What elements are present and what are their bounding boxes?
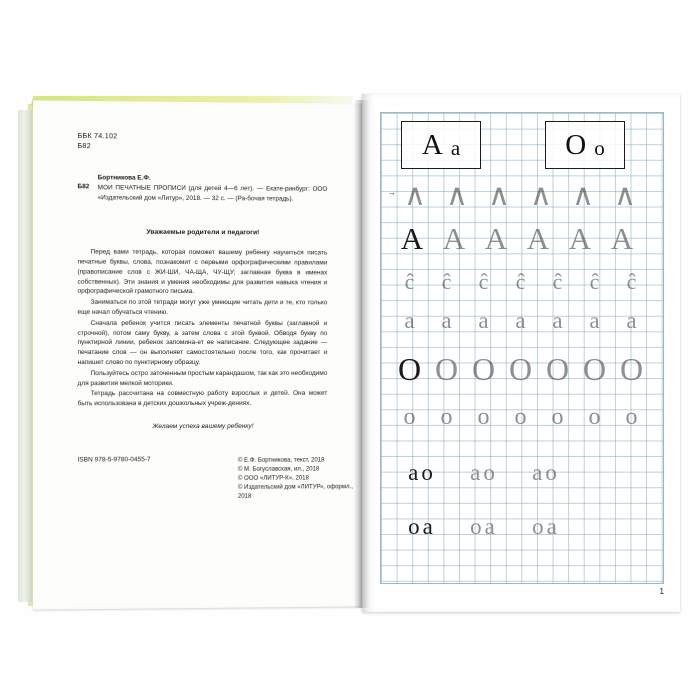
- closing-wish: Желаем успеха вашему ребенку!: [152, 422, 254, 431]
- book-gutter-shadow: [354, 100, 370, 608]
- right-page: [362, 94, 680, 612]
- page-number: 1: [659, 587, 664, 596]
- left-page-content: [77, 130, 353, 513]
- trace-glyph: а: [515, 308, 526, 333]
- body-paragraph: Тетрадь рассчитана на совместную работу взрослых и детей. Она может быть использована в детских дошкольных учреж-дениях.: [77, 390, 328, 408]
- headline-row: [395, 121, 651, 169]
- copyright-line: © Издательский дом «ЛИТУР», оформл.,: [237, 483, 353, 491]
- book-block-edge: [18, 110, 32, 602]
- letter-box-a: [401, 121, 481, 169]
- trace-glyph: ао: [532, 460, 560, 485]
- practice-row-lowercase-o: [391, 405, 655, 429]
- trace-glyph: ∧: [530, 179, 552, 212]
- trace-glyph: А: [484, 221, 508, 256]
- exercise-grid: [380, 112, 664, 584]
- trace-glyph: О: [545, 351, 570, 387]
- trace-glyph: а: [404, 308, 415, 333]
- copyright-line: © М. Богуславская, ил., 2018: [237, 465, 320, 473]
- trace-glyph: о: [514, 404, 527, 430]
- trace-glyph: ао: [470, 460, 498, 485]
- trace-glyph: ∧: [446, 179, 468, 212]
- trace-glyph: о: [477, 404, 490, 430]
- bbk-classification: [78, 131, 328, 153]
- trace-glyph: ĉ: [626, 269, 637, 294]
- body-paragraph: Сначала ребенок учится писать элементы печатной буквы (заглавной и строчной), потом саму букву, а затем слова с этой буквой. Обводя букву по пунктирной линии, ребенок запомина-ет ее написание. Следующее задание — печатание слов — он выполняет самостоятельно после того, как прочитает и напишет слово по пунктирному образцу.: [77, 319, 328, 367]
- left-page: [33, 100, 363, 609]
- copyright-line: © Е.Ф. Бортникова, текст, 2018: [237, 456, 325, 464]
- trace-glyph: А: [526, 221, 550, 256]
- trace-glyph: а: [626, 308, 637, 333]
- imprint-block: [78, 173, 328, 204]
- trace-glyph: ĉ: [515, 269, 526, 294]
- trace-glyph: ∧: [404, 179, 426, 212]
- trace-glyph: О: [582, 351, 607, 387]
- trace-glyph: ĉ: [589, 269, 600, 294]
- practice-row-syllable-ao: [391, 461, 655, 484]
- trace-glyph: ∧: [488, 179, 510, 212]
- body-paragraph: Заниматься по этой тетради могут уже умеющие читать дети и те, кто только еще начал обучаться чтению.: [77, 298, 328, 316]
- practice-row-syllable-oa: [391, 515, 655, 538]
- imprint-code: Б82: [77, 183, 90, 191]
- copyright-line: © ООО «ЛИТУР-К», 2018: [237, 474, 309, 482]
- trace-glyph: О: [508, 351, 533, 387]
- trace-glyph: А: [442, 221, 466, 256]
- trace-glyph: ∧: [572, 179, 594, 212]
- trace-glyph: ĉ: [404, 269, 415, 294]
- trace-glyph: ао: [408, 460, 436, 485]
- trace-glyph: о: [551, 404, 564, 430]
- bbk-line-1: ББК 74.102: [77, 130, 118, 141]
- letter-lowercase-o: о: [594, 135, 605, 160]
- trace-glyph: а: [441, 308, 452, 333]
- trace-glyph: А: [400, 221, 424, 256]
- trace-glyph: О: [471, 351, 496, 387]
- trace-glyph: о: [403, 404, 416, 430]
- greeting-heading: Уважаемые родители и педагоги!: [146, 228, 260, 237]
- trace-glyph: О: [619, 351, 644, 387]
- practice-row-capital-a: [391, 223, 655, 254]
- practice-row-lowercase-a: [391, 309, 655, 332]
- copyright-block: [238, 455, 372, 500]
- trace-glyph: о: [625, 404, 638, 430]
- body-paragraph: Перед вами тетрадь, которая поможет вашему ребенку научиться писать печатные буквы, слова, познакомит с первыми орфографическими правилами (правописание слов с ЖИ-ШИ, ЧА-ЩА, ЧУ-ЩУ; заглавная буква в именах собственных). Эти знания и умения необходимы для развития навыка чтения и орфографической грамотного письма.: [77, 248, 328, 296]
- trace-glyph: оа: [408, 514, 436, 539]
- trace-glyph: о: [440, 404, 453, 430]
- practice-row-element-slant: [387, 179, 655, 212]
- imprint-body: [98, 173, 328, 204]
- trace-glyph: ĉ: [478, 269, 489, 294]
- copyright-line: 2018: [237, 492, 252, 500]
- letter-lowercase-a: а: [450, 135, 461, 160]
- practice-row-capital-o: [391, 353, 655, 385]
- trace-glyph: оа: [470, 514, 498, 539]
- trace-glyph: ĉ: [441, 269, 452, 294]
- letter-capital-o: О: [565, 128, 587, 161]
- stroke-direction-arrow: →: [387, 187, 396, 197]
- trace-glyph: оа: [532, 514, 560, 539]
- letter-box-o: [545, 121, 625, 169]
- open-book: [18, 88, 682, 628]
- trace-glyph: ĉ: [552, 269, 563, 294]
- trace-glyph: а: [589, 308, 600, 333]
- trace-glyph: ∧: [614, 179, 636, 212]
- imprint-title: МОИ ПЕЧАТНЫЕ ПРОПИСИ (для детей 4—6 лет). — Екате-ринбург: ООО «Издательский дом «Литур», 2018. — 32 с. — (Ра-бочая тетрадь).: [97, 184, 328, 203]
- isbn-line: ISBN 978-5-9780-0455-7: [77, 456, 151, 464]
- imprint-author: Бортникова Е.Ф.: [97, 174, 151, 182]
- trace-glyph: О: [397, 351, 422, 387]
- trace-glyph: А: [610, 221, 634, 256]
- trace-glyph: О: [434, 351, 459, 387]
- letter-capital-a: А: [421, 128, 443, 161]
- trace-glyph: а: [478, 308, 489, 333]
- practice-row-element-hook: [391, 271, 655, 293]
- trace-glyph: А: [568, 221, 592, 256]
- trace-glyph: о: [588, 404, 601, 430]
- bbk-line-2: Б82: [77, 140, 91, 151]
- body-paragraph: Пользуйтесь остро заточенным простым карандашом, так как это необходимо для развития мелкой моторики.: [77, 369, 328, 387]
- trace-glyph: а: [552, 308, 563, 333]
